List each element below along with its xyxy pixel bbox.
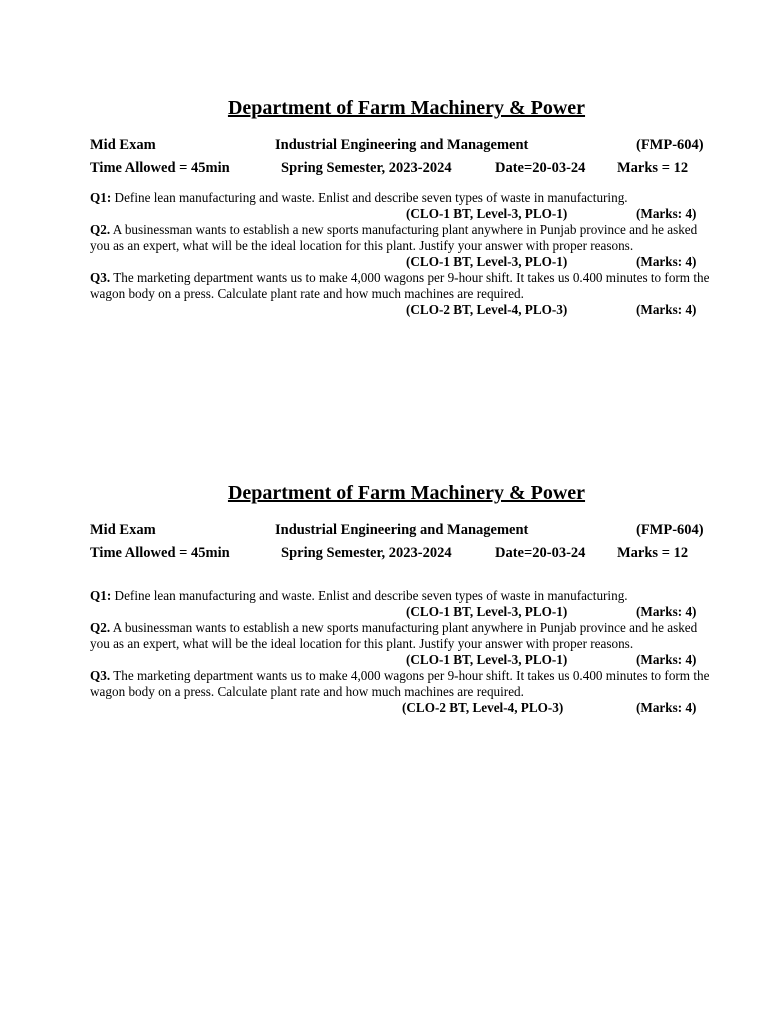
time-allowed: Time Allowed = 45min [90,545,230,561]
question-number: Q3. [90,668,111,683]
total-marks: Marks = 12 [617,545,689,561]
question-2 [90,222,715,254]
header-row-2 [90,545,715,568]
clo-tag: (CLO-1 BT, Level-3, PLO-1) [406,254,568,269]
question-1-meta [90,206,715,222]
header-row-1 [90,522,715,545]
question-text: Define lean manufacturing and waste. Enlist and describe seven types of waste in manufacturing. [114,588,628,603]
exam-date: Date=20-03-24 [495,160,586,176]
question-number: Q2. [90,620,111,635]
question-number: Q2. [90,222,111,237]
header-row-1 [90,137,715,160]
question-text: A businessman wants to establish a new sports manufacturing plant anywhere in Punjab province and he asked you as an expert, what will be the ideal location for this plant. Justify your answer with proper reasons. [90,222,698,253]
course-code: (FMP-604) [636,137,704,153]
question-number: Q3. [90,270,111,285]
question-3-meta [90,700,715,716]
department-title: Department of Farm Machinery & Power [227,482,586,504]
marks-tag: (Marks: 4) [636,604,697,619]
question-number: Q1: [90,588,112,603]
marks-tag: (Marks: 4) [636,302,697,317]
marks-tag: (Marks: 4) [636,700,697,715]
semester: Spring Semester, 2023-2024 [281,160,452,176]
exam-date: Date=20-03-24 [495,545,586,561]
exam-paper-1 [90,95,715,318]
department-title: Department of Farm Machinery & Power [227,97,586,119]
question-2-meta [90,254,715,270]
clo-tag: (CLO-1 BT, Level-3, PLO-1) [406,206,568,221]
question-1 [90,190,715,206]
header-row-2 [90,160,715,183]
question-3 [90,668,715,700]
question-2 [90,620,715,652]
clo-tag: (CLO-2 BT, Level-4, PLO-3) [406,302,568,317]
question-3-meta [90,302,715,318]
question-number: Q1: [90,190,112,205]
question-1 [90,588,715,604]
question-text: Define lean manufacturing and waste. Enlist and describe seven types of waste in manufacturing. [114,190,628,205]
clo-tag: (CLO-2 BT, Level-4, PLO-3) [402,700,564,715]
course-name: Industrial Engineering and Management [275,522,529,538]
question-1-meta [90,604,715,620]
clo-tag: (CLO-1 BT, Level-3, PLO-1) [406,604,568,619]
exam-type: Mid Exam [90,137,156,153]
marks-tag: (Marks: 4) [636,206,697,221]
marks-tag: (Marks: 4) [636,254,697,269]
marks-tag: (Marks: 4) [636,652,697,667]
question-2-meta [90,652,715,668]
course-name: Industrial Engineering and Management [275,137,529,153]
semester: Spring Semester, 2023-2024 [281,545,452,561]
exam-type: Mid Exam [90,522,156,538]
clo-tag: (CLO-1 BT, Level-3, PLO-1) [406,652,568,667]
time-allowed: Time Allowed = 45min [90,160,230,176]
exam-paper-2 [90,480,715,716]
question-text: The marketing department wants us to make 4,000 wagons per 9-hour shift. It takes us 0.400 minutes to form the wagon body on a press. Calculate plant rate and how much machines are required. [90,668,710,699]
course-code: (FMP-604) [636,522,704,538]
total-marks: Marks = 12 [617,160,689,176]
question-text: The marketing department wants us to make 4,000 wagons per 9-hour shift. It takes us 0.400 minutes to form the wagon body on a press. Calculate plant rate and how much machines are required. [90,270,710,301]
question-3 [90,270,715,302]
question-text: A businessman wants to establish a new sports manufacturing plant anywhere in Punjab province and he asked you as an expert, what will be the ideal location for this plant. Justify your answer with proper reasons. [90,620,698,651]
